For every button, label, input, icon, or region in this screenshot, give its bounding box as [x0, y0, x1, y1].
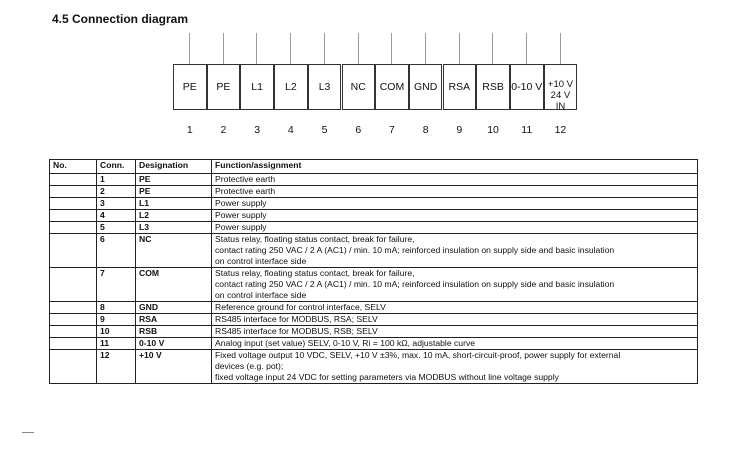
table-header-row — [50, 160, 698, 174]
cell-function — [212, 234, 698, 268]
cell-conn: 5 — [97, 222, 136, 234]
table-row — [50, 234, 698, 268]
cell-function — [212, 326, 698, 338]
function-line: fixed voltage input 24 VDC for setting parameters via MODBUS without line voltage supply — [215, 372, 559, 382]
cell-designation: RSA — [136, 314, 212, 326]
cell-designation: +10 V — [136, 350, 212, 384]
cell-no — [50, 234, 97, 268]
cell-conn: 4 — [97, 210, 136, 222]
terminal-wire — [391, 33, 392, 64]
terminal-number: 7 — [389, 124, 395, 136]
function-line: contact rating 250 VAC / 2 A (AC1) / min. 10 mA; reinforced insulation on supply side and basic insulation — [215, 245, 615, 255]
cell-function — [212, 268, 698, 302]
terminal-number: 6 — [355, 124, 362, 136]
terminal-block: PE — [207, 64, 241, 110]
function-line: Protective earth — [215, 186, 276, 196]
cell-function — [212, 302, 698, 314]
cell-function — [212, 338, 698, 350]
cell-function — [212, 314, 698, 326]
cell-no — [50, 186, 97, 198]
terminal-number: 2 — [220, 124, 227, 136]
terminal-block: GND — [409, 64, 443, 110]
function-line: Reference ground for control interface, SELV — [215, 302, 386, 312]
terminal-wire — [256, 33, 257, 64]
function-line: on control interface side — [215, 256, 307, 266]
function-line: on control interface side — [215, 290, 307, 300]
cell-conn: 8 — [97, 302, 136, 314]
cell-function — [212, 198, 698, 210]
cell-no — [50, 198, 97, 210]
function-line: Status relay, floating status contact, break for failure, — [215, 234, 415, 244]
cell-no — [50, 210, 97, 222]
cell-designation: 0-10 V — [136, 338, 212, 350]
terminal-wire — [223, 33, 224, 64]
table-row — [50, 350, 698, 384]
header-conn: Conn. — [97, 160, 136, 174]
cell-conn: 3 — [97, 198, 136, 210]
cell-designation: NC — [136, 234, 212, 268]
cell-designation: PE — [136, 186, 212, 198]
terminal-number: 11 — [521, 124, 533, 136]
cell-no — [50, 314, 97, 326]
cell-conn: 10 — [97, 326, 136, 338]
cell-conn: 7 — [97, 268, 136, 302]
terminal-number: 8 — [422, 124, 429, 136]
terminal-wire — [189, 33, 190, 64]
table-row — [50, 268, 698, 302]
function-line: contact rating 250 VAC / 2 A (AC1) / min. 10 mA; reinforced insulation on supply side and basic insulation — [215, 279, 615, 289]
terminal-wire — [425, 33, 426, 64]
function-line: RS485 interface for MODBUS, RSB; SELV — [215, 326, 378, 336]
terminal-wire — [560, 33, 561, 64]
table-row — [50, 222, 698, 234]
cell-designation: COM — [136, 268, 212, 302]
function-line: Fixed voltage output 10 VDC, SELV, +10 V ±3%, max. 10 mA, short-circuit-proof, power supply for external — [215, 350, 621, 360]
terminal-number: 9 — [456, 124, 463, 136]
cell-no — [50, 268, 97, 302]
connection-table — [49, 159, 698, 384]
terminal-block: +10 V 24 V IN — [544, 64, 578, 110]
cell-function — [212, 174, 698, 186]
cell-conn: 2 — [97, 186, 136, 198]
table-row — [50, 186, 698, 198]
terminal-block: RSA — [443, 64, 477, 110]
function-line: Protective earth — [215, 174, 276, 184]
terminal-number: 3 — [254, 124, 261, 136]
terminal-wire — [526, 33, 527, 64]
cell-function — [212, 210, 698, 222]
terminal-wire — [459, 33, 460, 64]
table-row — [50, 314, 698, 326]
function-line: Status relay, floating status contact, break for failure, — [215, 268, 415, 278]
cell-no — [50, 174, 97, 186]
terminal-number: 10 — [487, 124, 499, 136]
cell-conn: 1 — [97, 174, 136, 186]
header-designation: Designation — [136, 160, 212, 174]
function-line: Power supply — [215, 222, 267, 232]
table-row — [50, 198, 698, 210]
header-function: Function/assignment — [212, 160, 698, 174]
table-row — [50, 302, 698, 314]
section-heading: 4.5 Connection diagram — [52, 12, 189, 26]
cell-no — [50, 222, 97, 234]
terminal-block: COM — [375, 64, 409, 110]
terminal-wire — [290, 33, 291, 64]
table-body — [50, 174, 698, 384]
terminal-block: PE — [173, 64, 207, 110]
terminal-wire — [358, 33, 359, 64]
function-line: RS485 interface for MODBUS, RSA; SELV — [215, 314, 378, 324]
table-row — [50, 338, 698, 350]
table-row — [50, 326, 698, 338]
cell-no — [50, 326, 97, 338]
table-row — [50, 210, 698, 222]
cell-no — [50, 350, 97, 384]
cell-designation: L3 — [136, 222, 212, 234]
terminal-number: 12 — [554, 124, 567, 136]
terminal-wire — [324, 33, 325, 64]
cell-designation: PE — [136, 174, 212, 186]
terminal-block: L2 — [274, 64, 308, 110]
cell-function — [212, 222, 698, 234]
terminal-block: NC — [342, 64, 376, 110]
header-no: No. — [50, 160, 97, 174]
function-line: Power supply — [215, 210, 267, 220]
terminal-wire — [492, 33, 493, 64]
terminal-block: L3 — [308, 64, 342, 110]
terminal-number: 5 — [321, 124, 328, 136]
function-line: Analog input (set value) SELV, 0-10 V, Ri = 100 kΩ, adjustable curve — [215, 338, 476, 348]
terminal-block: RSB — [476, 64, 510, 110]
terminal-number: 1 — [186, 124, 193, 136]
terminal-number: 4 — [287, 124, 294, 136]
cell-conn: 6 — [97, 234, 136, 268]
cell-conn: 12 — [97, 350, 136, 384]
cell-no — [50, 302, 97, 314]
cell-designation: L2 — [136, 210, 212, 222]
cell-function — [212, 186, 698, 198]
cell-designation: GND — [136, 302, 212, 314]
terminal-block: 0-10 V — [510, 64, 544, 110]
function-line: devices (e.g. pot); — [215, 361, 284, 371]
function-line: Power supply — [215, 198, 267, 208]
cell-designation: L1 — [136, 198, 212, 210]
cell-function — [212, 350, 698, 384]
cell-no — [50, 338, 97, 350]
table-row — [50, 174, 698, 186]
margin-mark — [22, 432, 34, 433]
cell-designation: RSB — [136, 326, 212, 338]
cell-conn: 11 — [97, 338, 136, 350]
cell-conn: 9 — [97, 314, 136, 326]
terminal-block: L1 — [240, 64, 274, 110]
